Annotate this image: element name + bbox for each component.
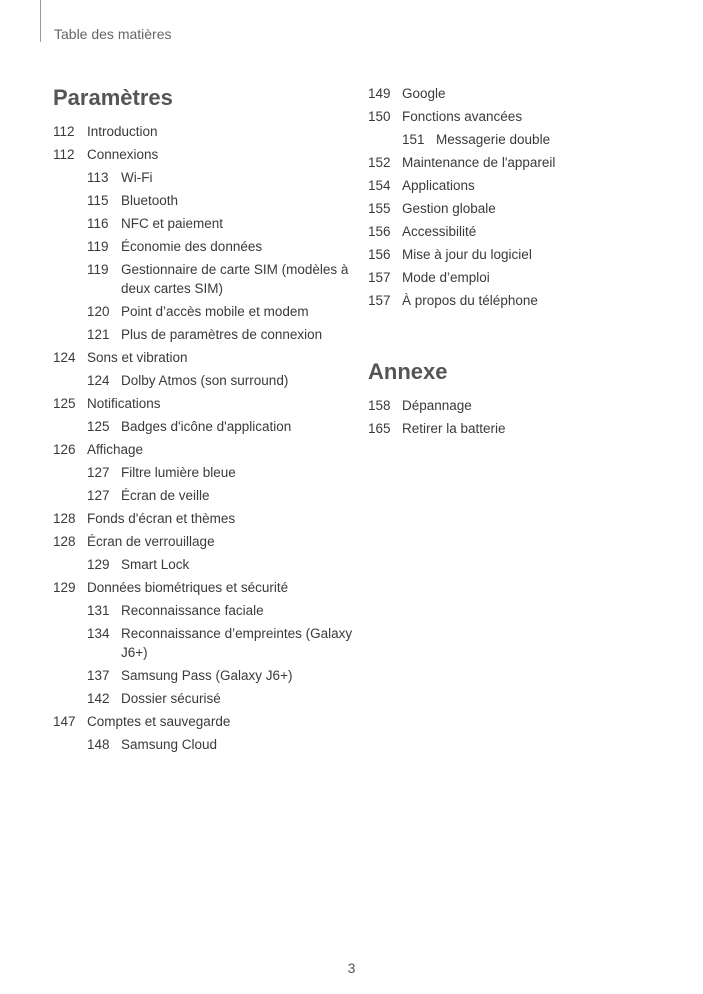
toc-entry-title: Dolby Atmos (son surround) xyxy=(121,373,289,388)
toc-entry-title: Samsung Pass (Galaxy J6+) xyxy=(121,668,293,683)
toc-page-number: 119 xyxy=(87,262,109,277)
toc-page-number: 147 xyxy=(53,714,76,729)
section-heading-parametres: Paramètres xyxy=(53,85,173,110)
toc-entry-title: Gestionnaire de carte SIM (modèles à deux cartes SIM) xyxy=(121,262,349,296)
toc-entry-title: Reconnaissance faciale xyxy=(121,603,264,618)
toc-page-number: 156 xyxy=(368,247,391,262)
toc-page-number: 152 xyxy=(368,155,391,170)
toc-entry[interactable] xyxy=(368,107,698,126)
toc-page-number: 150 xyxy=(368,109,391,124)
toc-page-number: 157 xyxy=(368,270,391,285)
toc-page-number: 165 xyxy=(368,421,391,436)
toc-subentry[interactable] xyxy=(53,214,353,233)
toc-entry-title: NFC et paiement xyxy=(121,216,224,231)
toc-entry[interactable] xyxy=(53,578,353,597)
toc-subentry[interactable] xyxy=(53,689,353,708)
toc-subentry[interactable] xyxy=(53,371,353,390)
toc-entry-title: Accessibilité xyxy=(402,224,477,239)
toc-subentry[interactable] xyxy=(53,168,353,187)
toc-page-number: 142 xyxy=(87,691,110,706)
toc-entry[interactable] xyxy=(53,712,353,731)
toc-page-number: 112 xyxy=(53,147,75,162)
toc-entry-title: Dépannage xyxy=(402,398,472,413)
toc-subentry[interactable] xyxy=(53,191,353,210)
toc-entry-title: Applications xyxy=(402,178,475,193)
toc-column-left xyxy=(53,84,353,758)
toc-entry-title: Smart Lock xyxy=(121,557,190,572)
toc-list-annexe xyxy=(368,396,698,438)
toc-page-number: 157 xyxy=(368,293,391,308)
toc-entry-title: Affichage xyxy=(87,442,144,457)
toc-entry[interactable] xyxy=(368,291,698,310)
toc-page-number: 129 xyxy=(87,557,110,572)
toc-entry[interactable] xyxy=(368,268,698,287)
toc-page-number: 115 xyxy=(87,193,109,208)
toc-subentry[interactable] xyxy=(368,130,698,149)
toc-entry-title: Mise à jour du logiciel xyxy=(402,247,532,262)
toc-page-number: 127 xyxy=(87,488,110,503)
toc-entry-title: Introduction xyxy=(87,124,158,139)
toc-entry-title: Économie des données xyxy=(121,239,263,254)
toc-page-number: 154 xyxy=(368,178,391,193)
toc-page-number: 121 xyxy=(87,327,110,342)
toc-subentry[interactable] xyxy=(53,486,353,505)
toc-entry[interactable] xyxy=(368,199,698,218)
toc-entry[interactable] xyxy=(368,222,698,241)
toc-entry[interactable] xyxy=(53,394,353,413)
toc-page-number: 113 xyxy=(87,170,109,185)
toc-entry-title: Dossier sécurisé xyxy=(121,691,221,706)
toc-page-number: 131 xyxy=(87,603,110,618)
toc-page-number: 128 xyxy=(53,534,76,549)
toc-page-number: 124 xyxy=(87,373,110,388)
toc-subentry[interactable] xyxy=(53,624,353,662)
toc-subentry[interactable] xyxy=(53,417,353,436)
toc-entry-title: Badges d'icône d'application xyxy=(121,419,292,434)
toc-page-number: 149 xyxy=(368,86,391,101)
toc-page-number: 125 xyxy=(87,419,110,434)
toc-entry[interactable] xyxy=(53,509,353,528)
toc-entry-title: Connexions xyxy=(87,147,159,162)
toc-page-number: 127 xyxy=(87,465,110,480)
toc-entry-title: Google xyxy=(402,86,446,101)
toc-subentry[interactable] xyxy=(53,260,353,298)
toc-entry-title: Reconnaissance d’empreintes (Galaxy J6+) xyxy=(121,626,353,660)
toc-subentry[interactable] xyxy=(53,237,353,256)
toc-entry[interactable] xyxy=(53,532,353,551)
toc-subentry[interactable] xyxy=(53,601,353,620)
toc-entry[interactable] xyxy=(53,145,353,164)
toc-entry[interactable] xyxy=(368,396,698,415)
toc-page-number: 158 xyxy=(368,398,391,413)
toc-entry[interactable] xyxy=(368,245,698,264)
toc-entry-title: Sons et vibration xyxy=(87,350,188,365)
toc-entry-title: Mode d’emploi xyxy=(402,270,490,285)
toc-entry-title: Point d’accès mobile et modem xyxy=(121,304,309,319)
toc-page-number: 156 xyxy=(368,224,391,239)
toc-entry[interactable] xyxy=(368,419,698,438)
toc-list-parametres xyxy=(53,122,353,754)
toc-entry[interactable] xyxy=(368,153,698,172)
toc-page-number: 116 xyxy=(87,216,109,231)
toc-page-number: 112 xyxy=(53,124,75,139)
toc-entry[interactable] xyxy=(53,440,353,459)
toc-subentry[interactable] xyxy=(53,463,353,482)
toc-entry[interactable] xyxy=(53,122,353,141)
toc-entry-title: Gestion globale xyxy=(402,201,496,216)
toc-entry-title: À propos du téléphone xyxy=(402,293,538,308)
header-title: Table des matières xyxy=(54,26,172,42)
toc-entry[interactable] xyxy=(368,176,698,195)
header-rule xyxy=(40,0,41,42)
toc-page-number: 120 xyxy=(87,304,110,319)
toc-subentry[interactable] xyxy=(53,325,353,344)
toc-entry-title: Plus de paramètres de connexion xyxy=(121,327,323,342)
toc-page-number: 128 xyxy=(53,511,76,526)
toc-page-number: 119 xyxy=(87,239,109,254)
toc-page-number: 134 xyxy=(87,626,110,641)
toc-entry-title: Écran de veille xyxy=(121,488,210,503)
toc-entry-title: Maintenance de l'appareil xyxy=(402,155,556,170)
toc-page-number: 129 xyxy=(53,580,76,595)
toc-page-number: 137 xyxy=(87,668,110,683)
toc-page-number: 126 xyxy=(53,442,76,457)
toc-entry-title: Données biométriques et sécurité xyxy=(87,580,289,595)
toc-page-number: 124 xyxy=(53,350,76,365)
toc-page-number: 155 xyxy=(368,201,391,216)
toc-list-parametres-continued xyxy=(368,84,698,310)
toc-page-number: 148 xyxy=(87,737,110,752)
toc-entry-title: Comptes et sauvegarde xyxy=(87,714,231,729)
toc-subentry[interactable] xyxy=(53,302,353,321)
toc-entry-title: Notifications xyxy=(87,396,161,411)
toc-entry-title: Retirer la batterie xyxy=(402,421,506,436)
toc-entry-title: Bluetooth xyxy=(121,193,179,208)
section-spacer xyxy=(368,314,698,358)
toc-entry[interactable] xyxy=(53,348,353,367)
toc-entry-title: Écran de verrouillage xyxy=(87,534,215,549)
toc-subentry[interactable] xyxy=(53,735,353,754)
toc-page-number: 151 xyxy=(402,132,425,147)
toc-entry[interactable] xyxy=(368,84,698,103)
toc-subentry[interactable] xyxy=(53,555,353,574)
toc-entry-title: Fonds d'écran et thèmes xyxy=(87,511,236,526)
toc-entry-title: Messagerie double xyxy=(436,132,551,147)
toc-subentry[interactable] xyxy=(53,666,353,685)
toc-entry-title: Samsung Cloud xyxy=(121,737,218,752)
toc-page-number: 125 xyxy=(53,396,76,411)
toc-entry-title: Fonctions avancées xyxy=(402,109,523,124)
page-number: 3 xyxy=(347,960,356,976)
section-heading-annexe: Annexe xyxy=(368,359,448,384)
toc-column-right xyxy=(368,84,698,442)
toc-entry-title: Wi-Fi xyxy=(121,170,153,185)
toc-entry-title: Filtre lumière bleue xyxy=(121,465,236,480)
